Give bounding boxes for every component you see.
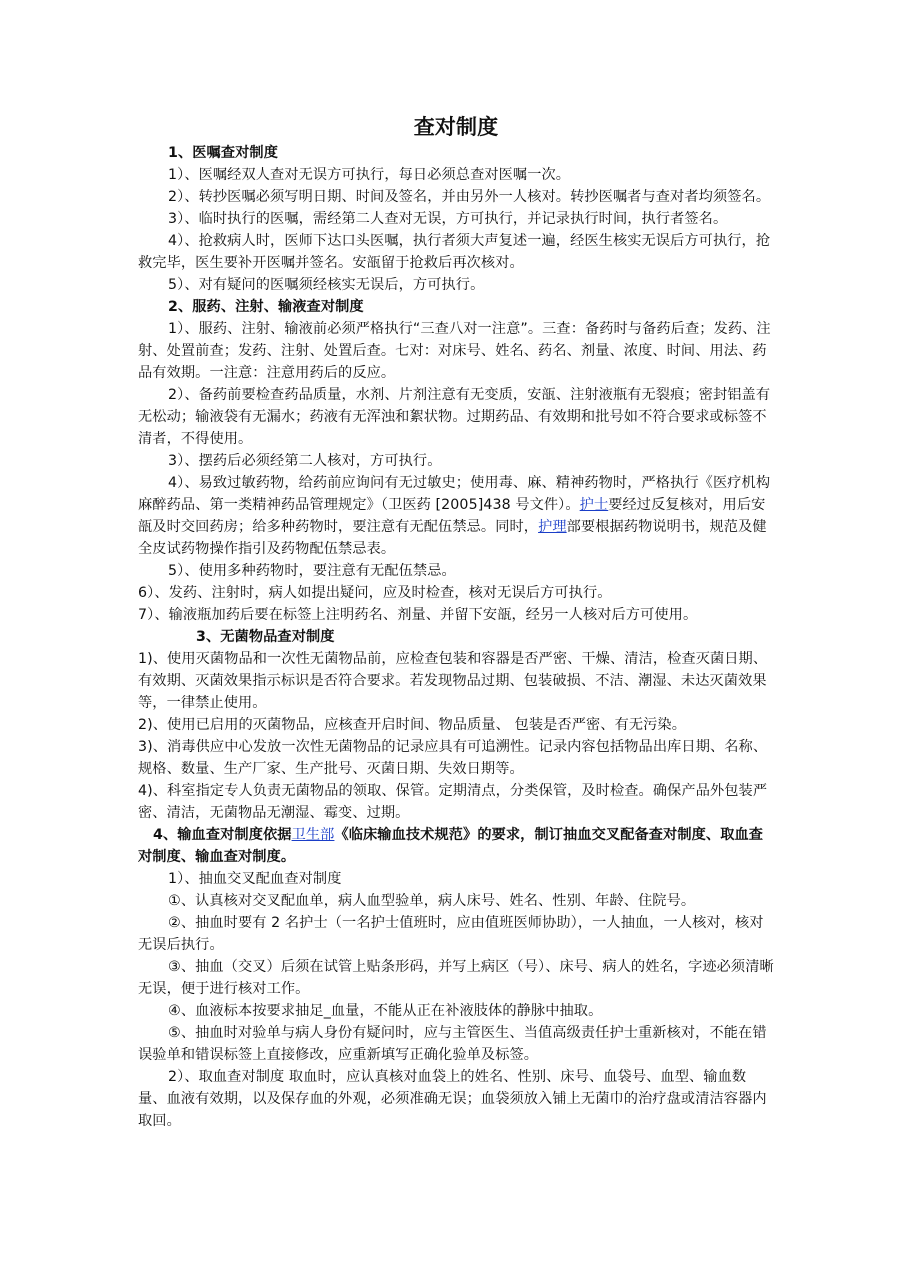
paragraph: 6）、发药、注射时，病人如提出疑问，应及时检查，核对无误后方可执行。 (138, 585, 612, 601)
document-page (138, 112, 774, 1132)
paragraph: 5）、对有疑问的医嘱须经核实无误后，方可执行。 (168, 277, 485, 293)
paragraph: 2）、转抄医嘱必须写明日期、时间及签名，并由另外一人核对。转抄医嘱者与查对者均须签名。 (168, 189, 771, 205)
paragraph: 1）、抽血交叉配血查对制度 (168, 871, 342, 887)
text-run: 《临床输血技术规范》的要求，制订抽血交叉配备查对制度、取血查对制度、输血查对制度。 (138, 827, 764, 865)
list-item: ④、血液标本按要求抽足_血量，不能从正在补液肢体的静脉中抽取。 (168, 1003, 603, 1019)
section-heading-transfusion (138, 824, 774, 868)
paragraph: 4)、科室指定专人负责无菌物品的领取、保管。定期清点，分类保管，及时检查。确保产品外包装严密、清洁，无菌物品无潮湿、霉变、过期。 (138, 783, 768, 821)
list-item: ⑤、抽血时对验单与病人身份有疑问时，应与主管医生、当值高级责任护士重新核对，不能在错误验单和错误标签上直接修改，应重新填写正确化验单及标签。 (138, 1025, 767, 1063)
section-heading-medication: 2、服药、注射、输液查对制度 (168, 299, 364, 315)
paragraph: 1）、医嘱经双人查对无误方可执行，每日必须总查对医嘱一次。 (168, 167, 571, 183)
paragraph: 3)、消毒供应中心发放一次性无菌物品的记录应具有可追溯性。记录内容包括物品出库日期、名称、规格、数量、生产厂家、生产批号、灭菌日期、失效日期等。 (138, 739, 768, 777)
paragraph: 2)、使用已启用的灭菌物品，应核查开启时间、物品质量、 包装是否严密、有无污染。 (138, 717, 687, 733)
section-heading-sterile: 3、无菌物品查对制度 (196, 629, 335, 645)
list-item: ③、抽血（交叉）后须在试管上贴条形码，并写上病区（号）、床号、病人的姓名，字迹必须清晰无误，便于进行核对工作。 (138, 959, 774, 997)
link-nurse[interactable]: 护士 (579, 497, 609, 513)
paragraph (138, 472, 774, 560)
text-run: 4、输血查对制度依据 (153, 827, 292, 843)
paragraph: 1)、使用灭菌物品和一次性无菌物品前，应检查包装和容器是否严密、干燥、清洁，检查灭菌日期、有效期、灭菌效果指示标识是否符合要求。若发现物品过期、包装破损、不洁、潮湿、未达灭菌效果等，一律禁止使用。 (138, 651, 768, 711)
list-item: ①、认真核对交叉配血单，病人血型验单，病人床号、姓名、性别、年龄、住院号。 (168, 893, 696, 909)
paragraph: 7）、输液瓶加药后要在标签上注明药名、剂量、并留下安瓿，经另一人核对后方可使用。 (138, 607, 698, 623)
paragraph: 1）、服药、注射、输液前必须严格执行“三查八对一注意”。三查：备药时与备药后查；发药、注射、处置前查；发药、注射、处置后查。七对：对床号、姓名、药名、剂量、浓度、时间、用法、药品有效期。一注意：注意用药后的反应。 (138, 321, 771, 381)
paragraph: 3）、临时执行的医嘱，需经第二人查对无误，方可执行，并记录执行时间，执行者签名。 (168, 211, 728, 227)
paragraph: 2）、取血查对制度 取血时，应认真核对血袋上的姓名、性别、床号、血袋号、血型、输血数量、血液有效期，以及保存血的外观，必须准确无误；血袋须放入铺上无菌巾的治疗盘或清洁容器内取回。 (138, 1069, 767, 1129)
text-run: 4）、易致过敏药物，给药前应询问有无过敏史；使用毒、麻、精神药物时，严格执行《医疗机构麻醉药品、第一类精神药品管理规定》（卫医药 [2005]438 号文件）。 (138, 475, 771, 513)
list-item: ②、抽血时要有 2 名护士（一名护士值班时，应由值班医师协助），一人抽血，一人核对，核对无误后执行。 (138, 915, 764, 953)
paragraph: 2）、备药前要检查药品质量，水剂、片剂注意有无变质，安瓿、注射液瓶有无裂痕；密封铝盖有无松动；输液袋有无漏水；药液有无浑浊和絮状物。过期药品、有效期和批号如不符合要求或标签不清者，不得使用。 (138, 387, 771, 447)
paragraph: 3）、摆药后必须经第二人核对，方可执行。 (168, 453, 442, 469)
link-nursing[interactable]: 护理 (538, 519, 567, 535)
paragraph: 5）、使用多种药物时，要注意有无配伍禁忌。 (168, 563, 456, 579)
text-run: 部要根据药物说明书，规范及健全皮试药物操作指引及药物配伍禁忌表。 (138, 519, 767, 557)
paragraph: 4）、抢救病人时，医师下达口头医嘱，执行者须大声复述一遍，经医生核实无误后方可执行，抢救完毕，医生要补开医嘱并签名。安瓿留于抢救后再次核对。 (138, 233, 771, 271)
page-title: 查对制度 (413, 115, 499, 139)
link-ministry-of-health[interactable]: 卫生部 (291, 827, 335, 843)
text-run: 要经过反复核对，用后安瓿及时交回药房；给多种药物时，要注意有无配伍禁忌。同时， (138, 497, 766, 535)
section-heading-orders: 1、医嘱查对制度 (168, 145, 278, 161)
